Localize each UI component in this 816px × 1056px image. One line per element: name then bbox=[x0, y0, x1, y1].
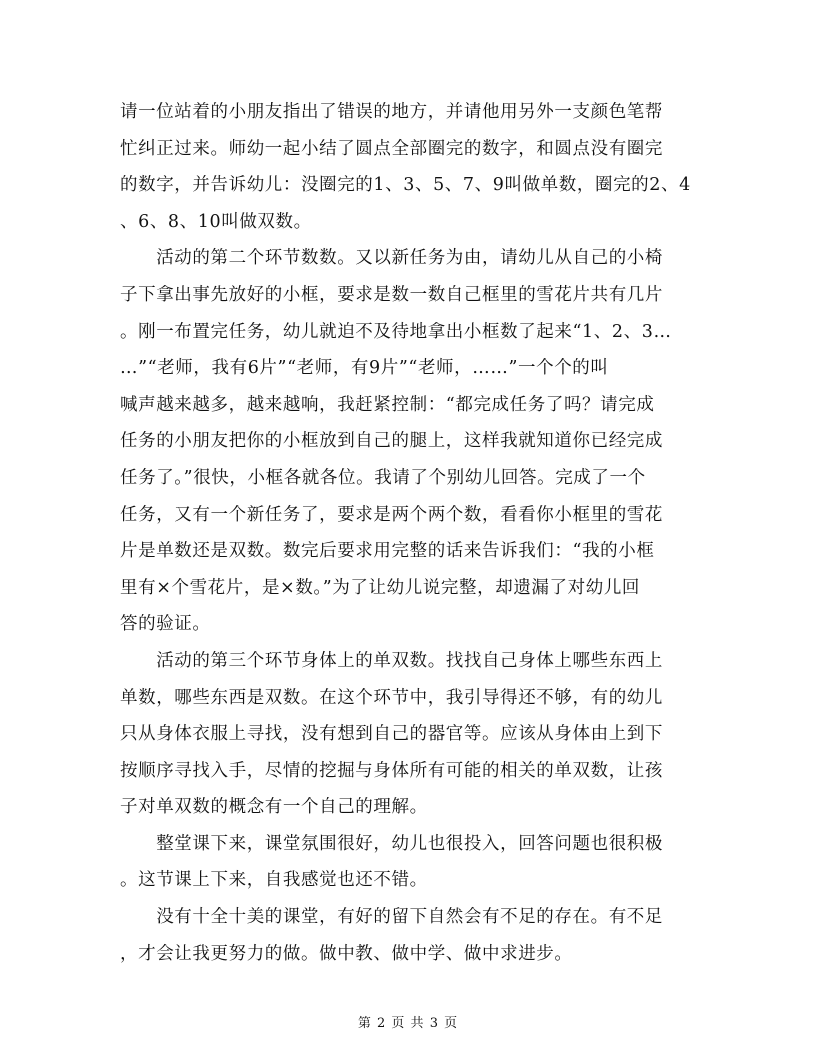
text-line: 请一位站着的小朋友指出了错误的地方，并请他用另外一支颜色笔帮 bbox=[120, 102, 663, 122]
text-line: 任务的小朋友把你的小框放到自己的腿上，这样我就知道你已经完成 bbox=[120, 431, 663, 452]
text-line: 里有×个雪花片，是×数。”为了让幼儿说完整，却遗漏了对幼儿回 bbox=[120, 577, 641, 598]
page-number-footer: 第 2 页 共 3 页 bbox=[357, 1016, 459, 1031]
text-line: 喊声越来越多，越来越响，我赶紧控制：“都完成任务了吗？请完成 bbox=[120, 394, 655, 415]
text-line: 、6、8、10叫做双数。 bbox=[120, 211, 312, 232]
text-line: 没有十全十美的课堂，有好的留下自然会有不足的存在。有不足 bbox=[120, 907, 663, 928]
text-line: 活动的第二个环节数数。又以新任务为由，请幼儿从自己的小椅 bbox=[120, 248, 663, 269]
text-line: 片是单数还是双数。数完后要求用完整的话来告诉我们：“我的小框 bbox=[120, 541, 655, 562]
text-line: 按顺序寻找入手，尽情的挖掘与身体所有可能的相关的单双数，让孩 bbox=[120, 760, 663, 781]
text-line: 的数字，并告诉幼儿：没圈完的1、3、5、7、9叫做单数，圈完的2、4 bbox=[120, 175, 691, 196]
text-line: 活动的第三个环节身体上的单双数。找找自己身体上哪些东西上 bbox=[120, 650, 663, 671]
text-line: 。刚一布置完任务，幼儿就迫不及待地拿出小框数了起来“1、2、3… bbox=[120, 321, 672, 342]
text-line: 。这节课上下来，自我感觉也还不错。 bbox=[120, 870, 428, 891]
text-line: 子对单双数的概念有一个自己的理解。 bbox=[120, 797, 428, 818]
text-line: 只从身体衣服上寻找，没有想到自己的器官等。应该从身体由上到下 bbox=[120, 724, 663, 745]
text-line: 整堂课下来，课堂氛围很好，幼儿也很投入，回答问题也很积极 bbox=[120, 833, 663, 854]
text-line: 单数，哪些东西是双数。在这个环节中，我引导得还不够，有的幼儿 bbox=[120, 687, 663, 708]
text-line: 答的验证。 bbox=[120, 614, 211, 635]
text-line: 忙纠正过来。师幼一起小结了圆点全部圈完的数字，和圆点没有圈完 bbox=[120, 138, 663, 159]
text-line: 任务了。”很快，小框各就各位。我请了个别幼儿回答。完成了一个 bbox=[120, 467, 646, 488]
text-line: 任务，又有一个新任务了，要求是两个两个数，看看你小框里的雪花 bbox=[120, 504, 663, 525]
text-line: …”“老师，我有6片”“老师，有9片”“老师，……”一个个的叫 bbox=[120, 358, 609, 379]
document-body bbox=[120, 94, 696, 972]
text-line: ，才会让我更努力的做。做中教、做中学、做中求进步。 bbox=[120, 943, 573, 964]
text-line: 子下拿出事先放好的小框，要求是数一数自己框里的雪花片共有几片 bbox=[120, 284, 663, 305]
